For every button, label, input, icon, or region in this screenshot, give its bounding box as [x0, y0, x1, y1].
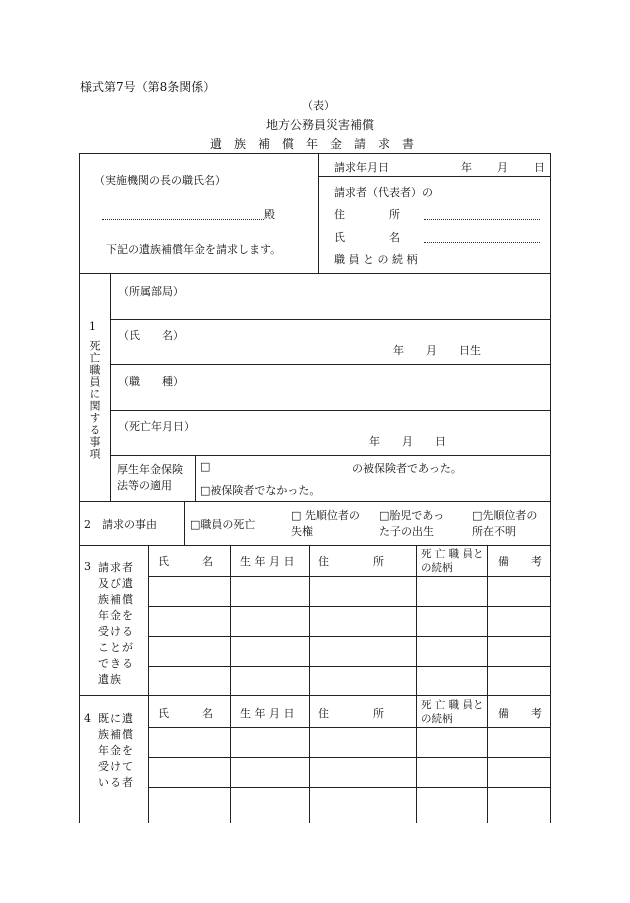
pension-opt1-checkbox[interactable]: □ — [200, 460, 211, 473]
agency-head-field[interactable] — [102, 219, 264, 220]
sec4-header-remarks: 備 考 — [498, 707, 542, 720]
sec3-title-divider — [148, 545, 149, 695]
sec4-col2 — [309, 695, 310, 823]
sec2-bottom — [79, 545, 551, 546]
address-label: 住 所 — [334, 208, 400, 221]
sec3-title: 請求者及び遺族補償年金を受けることができる遺族 — [98, 561, 134, 686]
sec1-row1 — [110, 319, 550, 320]
sec4-header-address: 住 所 — [318, 707, 384, 720]
death-ymd: 年 月 日 — [369, 435, 446, 448]
sec3-row1 — [148, 576, 550, 577]
side-label: （表） — [302, 99, 335, 112]
sec1-title: 死亡職員に関する事項 — [88, 340, 101, 460]
pension-opt2-checkbox[interactable]: □被保険者でなかった。 — [200, 484, 321, 497]
sec3-bottom — [79, 695, 551, 696]
sec4-col3 — [416, 695, 417, 823]
sec3-col4 — [487, 545, 488, 695]
reason-death-checkbox[interactable]: □職員の死亡 — [190, 518, 256, 531]
birth-date-label: 年 月 日生 — [393, 344, 481, 357]
sec1-row4 — [110, 455, 550, 456]
sec1-row3 — [110, 410, 550, 411]
sec3-header-address: 住 所 — [318, 555, 384, 568]
sec4-row3 — [148, 787, 550, 788]
sec3-col3 — [416, 545, 417, 695]
sec4-header-birth: 生 年 月 日 — [240, 707, 295, 720]
position-label: （職 種） — [118, 375, 184, 388]
reason-birth-checkbox[interactable]: □胎児であった子の出生 — [379, 509, 445, 538]
sec3-row4 — [148, 666, 550, 667]
request-year: 年 — [461, 161, 472, 174]
deceased-name-label: （氏 名） — [118, 329, 184, 342]
request-day: 日 — [534, 161, 545, 174]
sec4-header-name: 氏 名 — [158, 707, 213, 720]
page-title: 遺 族 補 償 年 金 請 求 書 — [210, 137, 415, 151]
death-date-label: （死亡年月日） — [118, 420, 195, 433]
frame-right — [550, 153, 551, 823]
pension-law-label: 厚生年金保険法等の適用 — [117, 463, 183, 492]
sec3-col2 — [309, 545, 310, 695]
sec4-row1 — [148, 727, 550, 728]
agency-head-label: （実施機関の長の職氏名） — [94, 174, 226, 187]
sec2-title: 2 請求の事由 — [84, 518, 157, 531]
sec1-bottom — [79, 501, 551, 502]
sec4-col1 — [230, 695, 231, 823]
frame-left — [79, 153, 80, 823]
reason-missing-checkbox[interactable]: □先順位者の所在不明 — [472, 509, 538, 538]
dono-label: 殿 — [264, 208, 275, 221]
sec3-number: 3 — [84, 560, 91, 573]
sec4-title-divider — [148, 695, 149, 823]
sec3-header-relation: 死 亡 職 員との続柄 — [421, 548, 484, 574]
sec3-col1 — [230, 545, 231, 695]
top-bottom-line — [79, 273, 551, 274]
sec1-row2 — [110, 364, 550, 365]
sec3-header-name: 氏 名 — [158, 555, 213, 568]
name-label: 氏 名 — [334, 231, 400, 244]
sec3-header-birth: 生 年 月 日 — [240, 555, 295, 568]
date-row-line — [318, 176, 550, 177]
sec2-divider — [184, 501, 185, 546]
sec1-pension-divider — [195, 455, 196, 502]
request-date-label: 請求年月日 — [334, 161, 389, 174]
claimant-label: 請求者（代表者）の — [334, 186, 433, 199]
sec1-divider — [110, 273, 111, 502]
request-month: 月 — [497, 161, 508, 174]
address-field[interactable] — [424, 219, 540, 220]
request-text: 下記の遺族補償年金を請求します。 — [106, 243, 282, 256]
title-line1: 地方公務員災害補償 — [266, 118, 375, 132]
sec4-title: 既に遺族補償年金を受けている者 — [98, 712, 134, 789]
sec3-row2 — [148, 606, 550, 607]
frame-top — [79, 153, 551, 154]
sec4-col4 — [487, 695, 488, 823]
sec4-number: 4 — [84, 712, 91, 725]
sec3-row3 — [148, 636, 550, 637]
name-field[interactable] — [424, 242, 540, 243]
relation-label: 職 員 と の 続 柄 — [334, 253, 418, 266]
reason-forfeit-checkbox[interactable]: □ 先順位者の失権 — [291, 509, 360, 538]
pension-opt1-text: の被保険者であった。 — [352, 462, 462, 475]
sec4-row2 — [148, 757, 550, 758]
form-number: 様式第7号（第8条関係） — [80, 80, 216, 94]
sec3-header-remarks: 備 考 — [498, 555, 542, 568]
dept-label: （所属部局） — [118, 285, 184, 298]
top-divider — [318, 153, 319, 274]
sec4-header-relation: 死 亡 職 員との続柄 — [421, 699, 484, 725]
sec1-number: 1 — [89, 320, 96, 333]
